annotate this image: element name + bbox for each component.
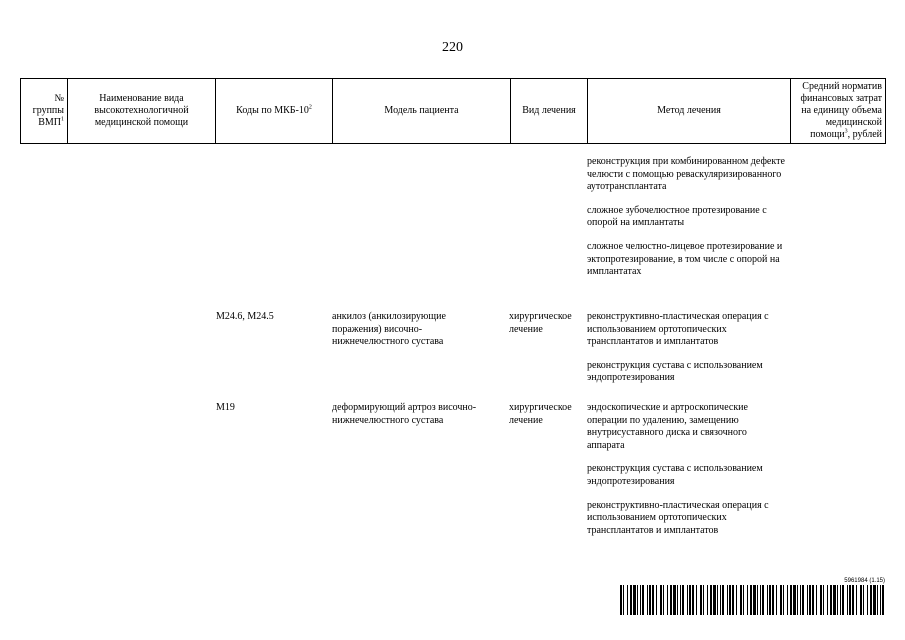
col-header-codes-footnote: 2	[308, 104, 312, 111]
icd-code: M19	[216, 402, 235, 413]
col-header-norm	[791, 79, 886, 144]
col-header-norm-label: Средний норматив финансовых затрат на единицу объема медицинской помощи	[800, 81, 882, 140]
table-row	[587, 156, 785, 279]
patient-model: анкилоз (анкилозирующие поражения) височно-нижнечелюстного сустава	[332, 311, 446, 348]
table-row	[587, 311, 785, 385]
method-item: реконструктивно-пластическая операция с использованием ортотопических трансплантатов и имплантатов	[587, 311, 769, 348]
method-item: эндоскопические и артроскопические операции по удалению, замещению внутрисуставного диска и связочного аппарата	[587, 402, 748, 451]
method-item: реконструкция при комбинированном дефекте челюсти с помощью реваскуляризированного аутотрансплантата	[587, 156, 785, 193]
method-item: реконструкция сустава с использованием эндопротезирования	[587, 463, 763, 487]
method-item: сложное зубочелюстное протезирование с опорой на имплантаты	[587, 204, 767, 229]
col-header-codes	[216, 79, 333, 144]
col-header-name: Наименование вида высокотехнологичной медицинской помощи	[68, 79, 216, 144]
patient-model: деформирующий артроз височно-нижнечелюстного сустава	[332, 402, 477, 426]
treatment-type: хирургическое лечение	[509, 311, 572, 335]
col-header-treatment-type: Вид лечения	[511, 79, 588, 144]
icd-code: M24.6, M24.5	[216, 311, 274, 322]
col-header-group-num-footnote: 1	[61, 116, 64, 123]
table-header	[20, 78, 886, 144]
page-number: 220	[442, 40, 463, 55]
method-item: реконструктивно-пластическая операция с использованием ортотопических трансплантатов и имплантатов	[587, 499, 769, 536]
col-header-group-num	[21, 79, 68, 144]
method-item: сложное челюстно-лицевое протезирование и эктопротезирование, в том числе с опорой на имплантатах	[587, 240, 783, 278]
col-header-method: Метод лечения	[588, 79, 791, 144]
col-header-norm-unit: , рублей	[847, 129, 882, 140]
treatment-type: хирургическое лечение	[509, 402, 572, 426]
table-row	[587, 402, 785, 537]
col-header-group-num-label: № группы ВМП	[32, 93, 64, 128]
method-item: реконструкция сустава с использованием эндопротезирования	[587, 359, 763, 384]
barcode-image	[620, 585, 885, 615]
col-header-model: Модель пациента	[333, 79, 511, 144]
barcode-label: 5961984 (1.15)	[844, 578, 885, 584]
col-header-codes-label: Коды по МКБ-10	[236, 105, 309, 116]
col-header-norm-footnote: 3	[844, 128, 848, 135]
barcode	[620, 578, 885, 615]
